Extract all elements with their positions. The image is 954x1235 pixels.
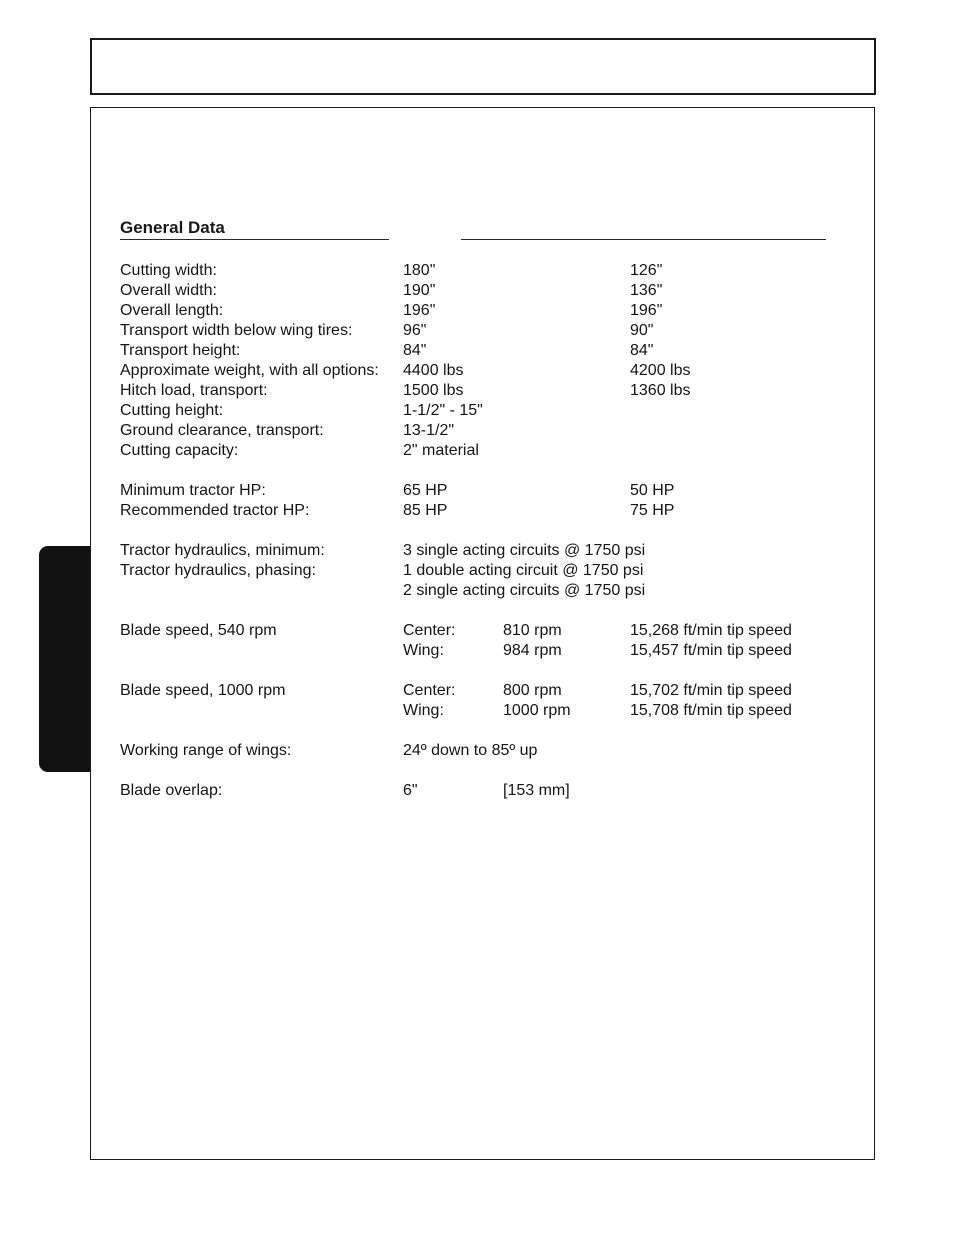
spec-value-primary: 3 single acting circuits @ 1750 psi <box>403 542 646 559</box>
spec-value-tip-speed: 15,268 ft/min tip speed <box>630 622 792 639</box>
spec-value-primary: 196" <box>403 302 436 319</box>
spec-value-primary: 1 double acting circuit @ 1750 psi <box>403 562 644 579</box>
spec-label: Blade speed, 1000 rpm <box>120 682 286 699</box>
spec-value-secondary: 136" <box>630 282 663 299</box>
spec-label: Tractor hydraulics, minimum: <box>120 542 325 559</box>
spec-label: Approximate weight, with all options: <box>120 362 379 379</box>
spec-value-primary: 85 HP <box>403 502 448 519</box>
spec-value-primary: 1500 lbs <box>403 382 464 399</box>
spec-value-secondary: 50 HP <box>630 482 675 499</box>
spec-value-secondary: 1360 lbs <box>630 382 691 399</box>
spec-value-primary: 24º down to 85º up <box>403 742 538 759</box>
spec-value-secondary: 90" <box>630 322 654 339</box>
spec-value-primary: 96" <box>403 322 427 339</box>
spec-value-rpm: 984 rpm <box>503 642 562 659</box>
spec-value-primary: 2" material <box>403 442 479 459</box>
spec-sublabel: Center: <box>403 622 456 639</box>
title-underline-right <box>461 239 826 240</box>
spec-value-tip-speed: 15,702 ft/min tip speed <box>630 682 792 699</box>
spec-value-secondary: 84" <box>630 342 654 359</box>
spec-value-primary: 1-1/2" - 15" <box>403 402 483 419</box>
spec-value-primary: 180" <box>403 262 436 279</box>
spec-label: Overall length: <box>120 302 224 319</box>
spec-value-metric: [153 mm] <box>503 782 570 799</box>
spec-label: Minimum tractor HP: <box>120 482 266 499</box>
spec-sublabel: Wing: <box>403 642 444 659</box>
spec-label: Blade speed, 540 rpm <box>120 622 277 639</box>
spec-value-secondary: 75 HP <box>630 502 675 519</box>
spec-label: Blade overlap: <box>120 782 223 799</box>
spec-sublabel: Wing: <box>403 702 444 719</box>
spec-value-primary: 84" <box>403 342 427 359</box>
spec-value-secondary: 196" <box>630 302 663 319</box>
spec-value-rpm: 800 rpm <box>503 682 562 699</box>
spec-label: Working range of wings: <box>120 742 292 759</box>
title-underline-left <box>120 239 389 240</box>
header-box <box>90 38 876 95</box>
spec-value-primary: 2 single acting circuits @ 1750 psi <box>403 582 646 599</box>
spec-label: Ground clearance, transport: <box>120 422 324 439</box>
spec-value-secondary: 126" <box>630 262 663 279</box>
spec-label: Cutting width: <box>120 262 217 279</box>
spec-value-primary: 6" <box>403 782 418 799</box>
spec-label: Cutting height: <box>120 402 224 419</box>
spec-label: Cutting capacity: <box>120 442 239 459</box>
spec-value-tip-speed: 15,708 ft/min tip speed <box>630 702 792 719</box>
spec-value-primary: 190" <box>403 282 436 299</box>
spec-value-secondary: 4200 lbs <box>630 362 691 379</box>
spec-value-tip-speed: 15,457 ft/min tip speed <box>630 642 792 659</box>
spec-label: Transport height: <box>120 342 241 359</box>
spec-value-primary: 4400 lbs <box>403 362 464 379</box>
section-side-tab <box>39 546 90 772</box>
spec-label: Recommended tractor HP: <box>120 502 310 519</box>
spec-sublabel: Center: <box>403 682 456 699</box>
spec-value-rpm: 810 rpm <box>503 622 562 639</box>
spec-label: Transport width below wing tires: <box>120 322 353 339</box>
spec-value-primary: 65 HP <box>403 482 448 499</box>
spec-value-primary: 13-1/2" <box>403 422 455 439</box>
spec-label: Tractor hydraulics, phasing: <box>120 562 316 579</box>
section-title: General Data <box>120 218 225 237</box>
spec-label: Hitch load, transport: <box>120 382 268 399</box>
spec-value-rpm: 1000 rpm <box>503 702 571 719</box>
spec-label: Overall width: <box>120 282 217 299</box>
